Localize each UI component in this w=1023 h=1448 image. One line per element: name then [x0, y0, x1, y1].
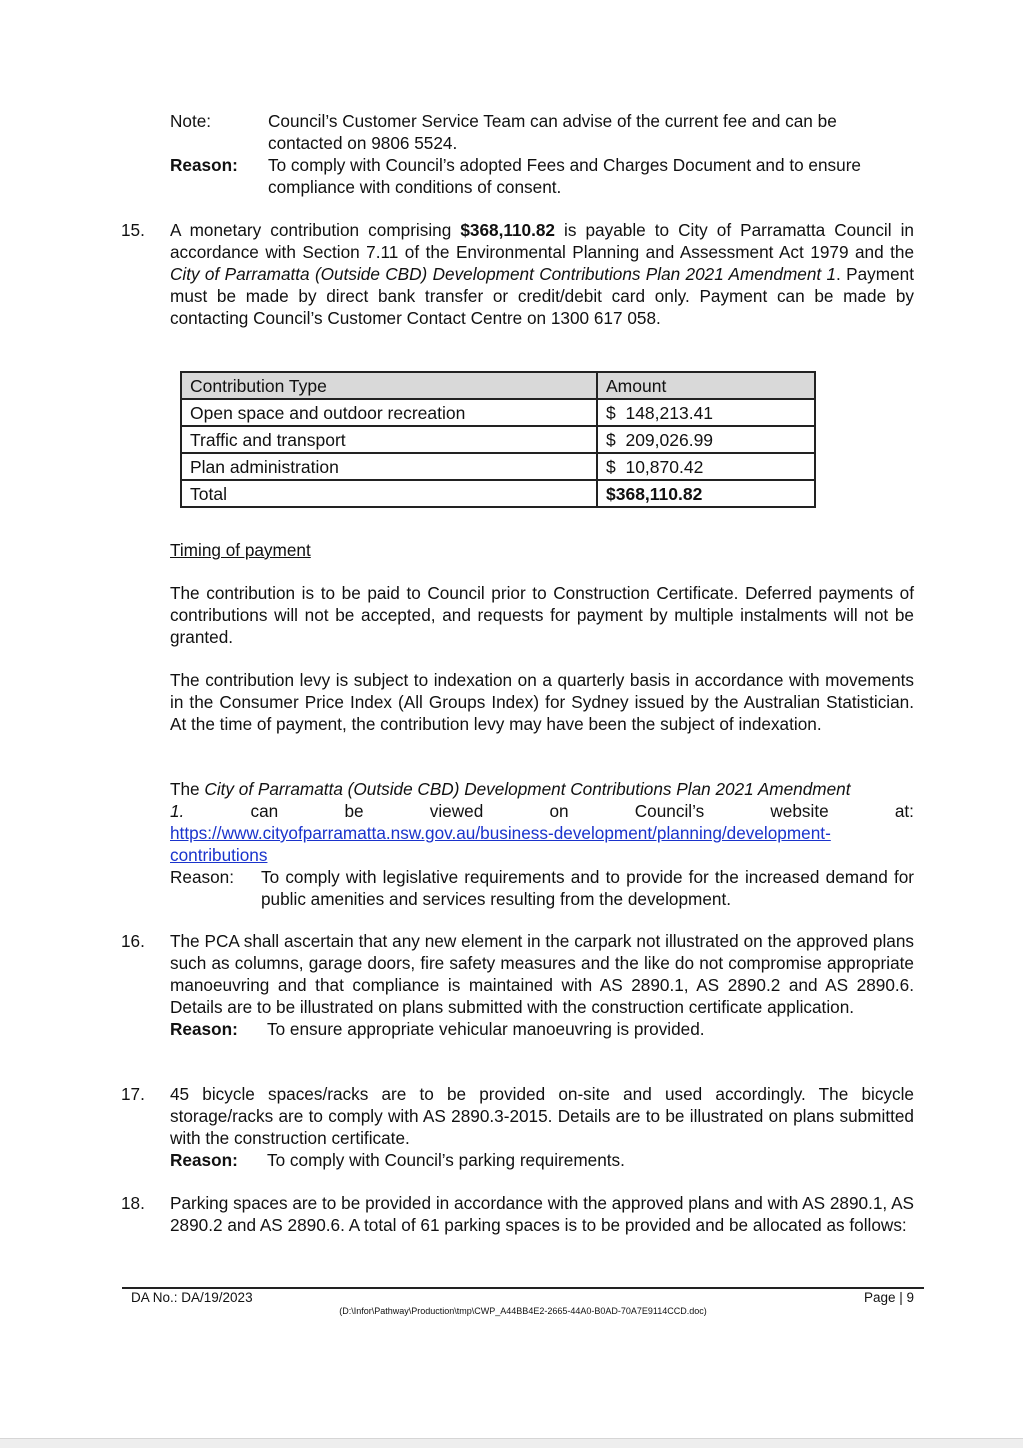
contribution-amount: $ 209,026.99: [597, 426, 815, 453]
plan-name: City of Parramatta (Outside CBD) Development Contributions Plan 2021 Amendment: [204, 779, 851, 799]
table-header-row: [181, 372, 815, 399]
reason-label: Reason:: [170, 1019, 238, 1039]
indexation-paragraph: The contribution levy is subject to indexation on a quarterly basis in accordance with movements in the Consumer Price Index (All Groups Index) for Sydney issued by the Australian Statistician. At the time of payment, the contribution levy may have been the subject of indexation.: [170, 670, 914, 734]
condition-body: [170, 930, 914, 1040]
text-segment: is payable to City of Parramatta Council in accordance with Section 7.11 of the Environmental Planning and Assessment Act 1979 and the: [170, 220, 914, 262]
text-segment: . Payment must be made by direct bank transfer or credit/debit card only. Payment can be made by contacting Council’s Customer Contact Centre on 1300 617 058.: [170, 264, 914, 328]
plan-line: [170, 778, 914, 800]
condition-17: [121, 1083, 914, 1171]
plan-name: City of Parramatta (Outside CBD) Development Contributions Plan 2021 Amendment 1: [170, 264, 837, 284]
reason-label: Reason:: [170, 155, 238, 175]
word: on: [549, 801, 569, 821]
footer-page-number: Page | 9: [863, 1290, 914, 1305]
word: can: [250, 801, 279, 821]
condition-18: [121, 1192, 914, 1236]
condition-number: 17.: [121, 1084, 145, 1104]
condition-text: 45 bicycle spaces/racks are to be provided on-site and used accordingly. The bicycle storage/racks are to comply with AS 2890.3-2015. Details are to be illustrated on plans submitted with the construction certificate.: [170, 1084, 914, 1148]
text-segment: A monetary contribution comprising: [170, 220, 461, 240]
reason-text: To ensure appropriate vehicular manoeuvring is provided.: [267, 1019, 705, 1039]
word: at:: [894, 801, 914, 821]
plan-website-paragraph: [170, 778, 914, 910]
word: website: [770, 801, 829, 821]
column-header: Contribution Type: [181, 372, 597, 399]
contribution-amount: $368,110.82: [460, 220, 555, 240]
website-line: [170, 800, 914, 822]
note-label: Note:: [170, 111, 212, 131]
footer-file-path: (D:\Infor\Pathway\Production\tmp\CWP_A44BB4E2-2665-44A0-B0AD-70A7E9114CCD.doc): [339, 1306, 707, 1316]
note-block: [170, 110, 914, 198]
footer-da-number: DA No.: DA/19/2023: [131, 1290, 253, 1305]
contribution-type: Traffic and transport: [181, 426, 597, 453]
condition-16: [121, 930, 914, 1040]
reason-text: To comply with legislative requirements and to provide for the increased demand for public amenities and services resulting from the development.: [261, 867, 914, 909]
word: Council’s: [634, 801, 705, 821]
footer-divider: [122, 1287, 924, 1289]
reason-text: To comply with Council’s adopted Fees and Charges Document and to ensure compliance with conditions of consent.: [268, 155, 861, 197]
condition-text: Parking spaces are to be provided in accordance with the approved plans and with AS 2890.1, AS 2890.2 and AS 2890.6. A total of 61 parking spaces is to be provided and be allocated as follows:: [170, 1193, 914, 1235]
condition-text: The PCA shall ascertain that any new element in the carpark not illustrated on the approved plans such as columns, garage doors, fire safety measures and the like do not compromise appropriate manoeuvring and that compliance is maintained with AS 2890.1, AS 2890.2 and AS 2890.6. Details are to be illustrated on plans submitted with the construction certificate application.: [170, 931, 914, 1017]
timing-paragraph: The contribution is to be paid to Council prior to Construction Certificate. Deferred payments of contributions will not be accepted, and requests for payment by multiple instalments will not be granted.: [170, 583, 914, 647]
condition-number: 15.: [121, 220, 145, 240]
condition-text: [170, 219, 914, 329]
reason-row: [170, 1149, 914, 1171]
condition-number: 16.: [121, 931, 145, 951]
table-row: [181, 399, 815, 426]
reason-row: [170, 154, 914, 198]
contribution-amount: $ 148,213.41: [597, 399, 815, 426]
table-total-row: [181, 480, 815, 507]
contribution-type: Total: [181, 480, 597, 507]
note-row: [170, 110, 914, 154]
condition-number: 18.: [121, 1193, 145, 1213]
contribution-amount: $ 10,870.42: [597, 453, 815, 480]
reason-row: [170, 1018, 914, 1040]
condition-15: [121, 219, 914, 329]
column-header: Amount: [597, 372, 815, 399]
word: be: [344, 801, 364, 821]
contribution-type: Plan administration: [181, 453, 597, 480]
website-link[interactable]: [170, 822, 914, 844]
website-link-line1[interactable]: https://www.cityofparramatta.nsw.gov.au/business-development/planning/development-: [170, 823, 831, 843]
text-segment: The: [170, 779, 205, 799]
table-row: [181, 426, 815, 453]
note-text: Council’s Customer Service Team can advise of the current fee and can be contacted on 9806 5524.: [268, 111, 837, 153]
plan-name-end: 1.: [170, 801, 185, 821]
reason-text: To comply with Council’s parking requirements.: [267, 1150, 625, 1170]
table-row: [181, 453, 815, 480]
contribution-type: Open space and outdoor recreation: [181, 399, 597, 426]
condition-body: [170, 1083, 914, 1171]
reason-label: Reason:: [170, 1150, 238, 1170]
timing-heading: Timing of payment: [170, 540, 311, 560]
total-amount: $368,110.82: [597, 480, 815, 507]
reason-row: [170, 866, 914, 910]
reason-label: Reason:: [170, 867, 235, 887]
word: viewed: [429, 801, 484, 821]
contribution-table: [180, 371, 816, 508]
website-link-line2[interactable]: contributions: [170, 845, 268, 865]
